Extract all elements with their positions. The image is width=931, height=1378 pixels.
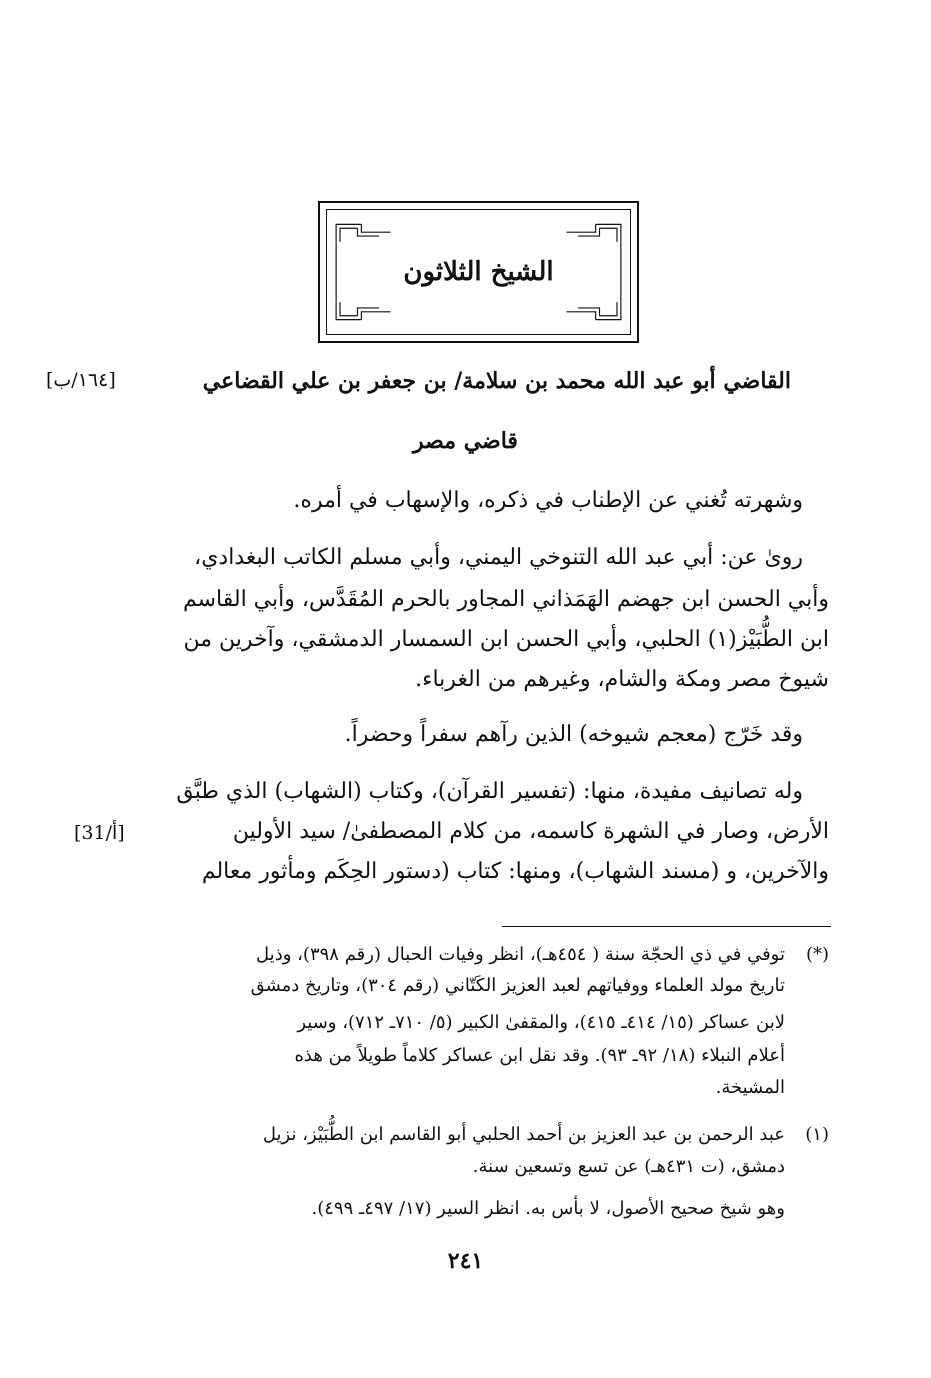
paragraph-line: وشهرته تُغني عن الإطناب في ذكره، والإسهاب في أمره. [293,488,803,513]
paragraph-line: شيوخ مصر ومكة والشام، وغيرهم من الغرباء. [415,667,829,692]
footnote-divider [502,926,831,927]
footnote-line: أعلام النبلاء (١٨/ ٩٢ـ ٩٣). وقد نقل ابن عساكر كلاماً طويلاً من هذه [294,1045,785,1066]
footnote-marker: (١) [805,1124,829,1145]
paragraph-line: روىٰ عن: أبي عبد الله التنوخي اليمني، وأبي مسلم الكاتب البغدادي، [194,545,803,570]
footnote-line: المشيخة. [715,1077,785,1098]
biography-subtitle: قاضي مصر [413,428,518,454]
paragraph-line: وله تصانيف مفيدة، منها: (تفسير القرآن)، وكتاب (الشهاب) الذي طبَّق [176,779,803,804]
biography-name-part1: القاضي أبو عبد الله محمد بن سلامة/ [454,368,791,394]
folio-reference: [١٦٤/ب] [46,369,116,391]
paragraph-line: الأرض، وصار في الشهرة كاسمه، من كلام المصطفىٰ/ سيد الأولين [232,819,829,844]
footnote-line: دمشق، (ت ٤٣١هـ) عن تسع وتسعين سنة. [472,1156,785,1177]
footnote-line: وهو شيخ صحيح الأصول، لا بأس به. انظر السير (١٧/ ٤٩٧ـ ٤٩٩). [311,1198,785,1219]
biography-name-part2: بن جعفر بن علي القضاعي [202,368,447,394]
chapter-title: الشيخ الثلاثون [403,257,554,287]
page-number: ٢٤١ [447,1248,484,1274]
chapter-heading-frame [318,201,639,343]
paragraph-line: وقد خَرّج (معجم شيوخه) الذين رآهم سفراً وحضراً. [344,722,803,747]
footnote-line: توفي في ذي الحجّة سنة ( ٤٥٤هـ)، انظر وفيات الحبال (رقم ٣٩٨)، وذيل [256,944,785,965]
biography-name [203,368,791,394]
footnote-line: عبد الرحمن بن عبد العزيز بن أحمد الحلبي أبو القاسم ابن الطُّبَيْز، نزيل [262,1124,785,1145]
footnote-line: تاريخ مولد العلماء ووفياتهم لعبد العزيز الكَتّاني (رقم ٣٠٤)، وتاريخ دمشق [250,975,785,996]
paragraph-line: ابن الطُّبَيْز(١) الحلبي، وأبي الحسن ابن السمسار الدمشقي، وآخرين من [183,627,829,652]
folio-reference: [31/أ] [74,822,125,844]
footnote-line: لابن عساكر (١٥/ ٤١٤ـ ٤١٥)، والمقفىٰ الكبير (٥/ ٧١٠ـ ٧١٢)، وسير [297,1012,785,1033]
paragraph-line: وأبي الحسن ابن جهضم الهَمَذاني المجاور بالحرم المُقَدَّس، وأبي القاسم [182,587,829,612]
footnote-marker: (*) [805,944,829,965]
paragraph-line: والآخرين، و (مسند الشهاب)، ومنها: كتاب (دستور الحِكَم ومأثور معالم [201,859,829,884]
